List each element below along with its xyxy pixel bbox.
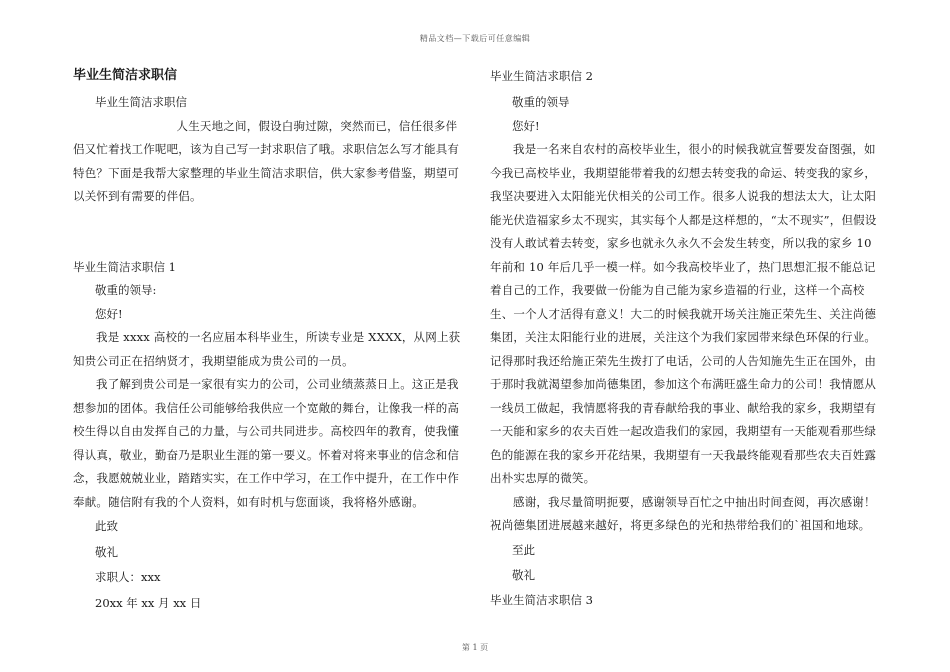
letter2-greeting: 您好! — [512, 118, 540, 133]
letter1-signer: 求职人：xxx — [95, 570, 161, 584]
letter1-greeting: 您好! — [95, 306, 123, 321]
letter1-closing-2: 敬礼 — [95, 544, 118, 559]
letter1-closing-1: 此致 — [95, 519, 118, 533]
letter1-salutation: 敬重的领导: — [95, 283, 157, 297]
letter2-salutation: 敬重的领导 — [512, 95, 570, 109]
left-column — [73, 68, 461, 616]
letter2-closing-2: 敬礼 — [512, 568, 535, 582]
letter2-paragraph-1: 我是一名来自农村的高校毕业生，很小的时候我就宣誓要发奋图强，如今我已高校毕业，我期望能带着我的幻想去转变我的命运、转变我的家乡，我坚决要进入太阳能光伏相关的公司工作。很多人说我的想法太大，让太阳能光伏造福家乡太不现实，其实每个人都是这样想的，“太不现实”，但假设没有人敢试着去转变，家乡也就永久永久不会发生转变，所以我的家乡 10 年前和 10 年后几乎一模一样。如今我高校毕业了，热门思想汇报不能总记着自己的工作，我要做一份能为自己能为家乡造福的行业，这样一个高校生、一个人才活得有意义！大二的时候我就开场关注施正荣先生、关注尚德集团，关注太阳能行业的进展，关注这个为我们家园带来绿色环保的行业。记得那时我还给施正荣先生拨打了电话，公司的人告知施先生正在国外，由于那时我就渴望参加尚德集团，参加这个布满旺盛生命力的公司！我情愿从一线员工做起，我情愿将我的青春献给我的事业、献给我的家乡，我期望有一天能和家乡的农夫百姓一起改造我们的家园，我期望有一天能观看那些绿色的能源在我的家乡开花结果，我期望有一天我最终能观看那些农夫百姓露出朴实忠厚的微笑。 — [490, 142, 877, 485]
subtitle: 毕业生简洁求职信 — [95, 95, 187, 109]
intro-paragraph: 人生天地之间，假设白驹过隙，突然而已，信任很多伴侣又忙着找工作呢吧，该为自己写一封求职信了哦。求职信怎么写才能具有特色？下面是我帮大家整理的毕业生简洁求职信，供大家参考借鉴，期望可以关怀到有需要的伴侣。 — [73, 118, 460, 203]
letter2-paragraph-2: 感谢，我尽量简明扼要，感谢领导百忙之中抽出时间查阅，再次感谢！祝尚德集团进展越来越好，将更多绿色的光和热带给我们的`祖国和地球。 — [490, 494, 876, 532]
page-footer: 第 1 页 — [461, 643, 489, 652]
letter1-date: 20xx 年 xx 月 xx 日 — [95, 595, 202, 610]
letter1-paragraph-2: 我了解到贵公司是一家很有实力的公司，公司业绩蒸蒸日上。这正是我想参加的团体。我信任公司能够给我供应一个宽敞的舞台，让像我一样的高校生得以自由发挥自己的力量，与公司共同进步。高校四年的教育，使我懂得认真，敬业，勤奋乃是职业生涯的第一要义。怀着对将来事业的信念和信念，我愿兢兢业业，踏踏实实，在工作中学习，在工作中提升，在工作中作奉献。随信附有我的个人资料，如有时机与您面谈，我将格外感谢。 — [73, 377, 460, 509]
letter1-paragraph-1: 我是 xxxx 高校的一名应届本科毕业生，所读专业是 XXXX，从网上获知贵公司正在招纳贤才，我期望能成为贵公司的一员。 — [73, 330, 461, 368]
spacer — [73, 209, 461, 256]
page-header: 精品文档—下载后可任意编辑 — [419, 34, 531, 43]
letter1-heading: 毕业生简洁求职信 1 — [73, 259, 176, 274]
letter2-heading: 毕业生简洁求职信 2 — [490, 69, 593, 83]
document-title: 毕业生简洁求职信 — [73, 68, 178, 83]
letter3-heading: 毕业生简洁求职信 3 — [490, 592, 593, 607]
letter2-closing-1: 至此 — [512, 542, 535, 557]
right-column — [490, 68, 885, 612]
